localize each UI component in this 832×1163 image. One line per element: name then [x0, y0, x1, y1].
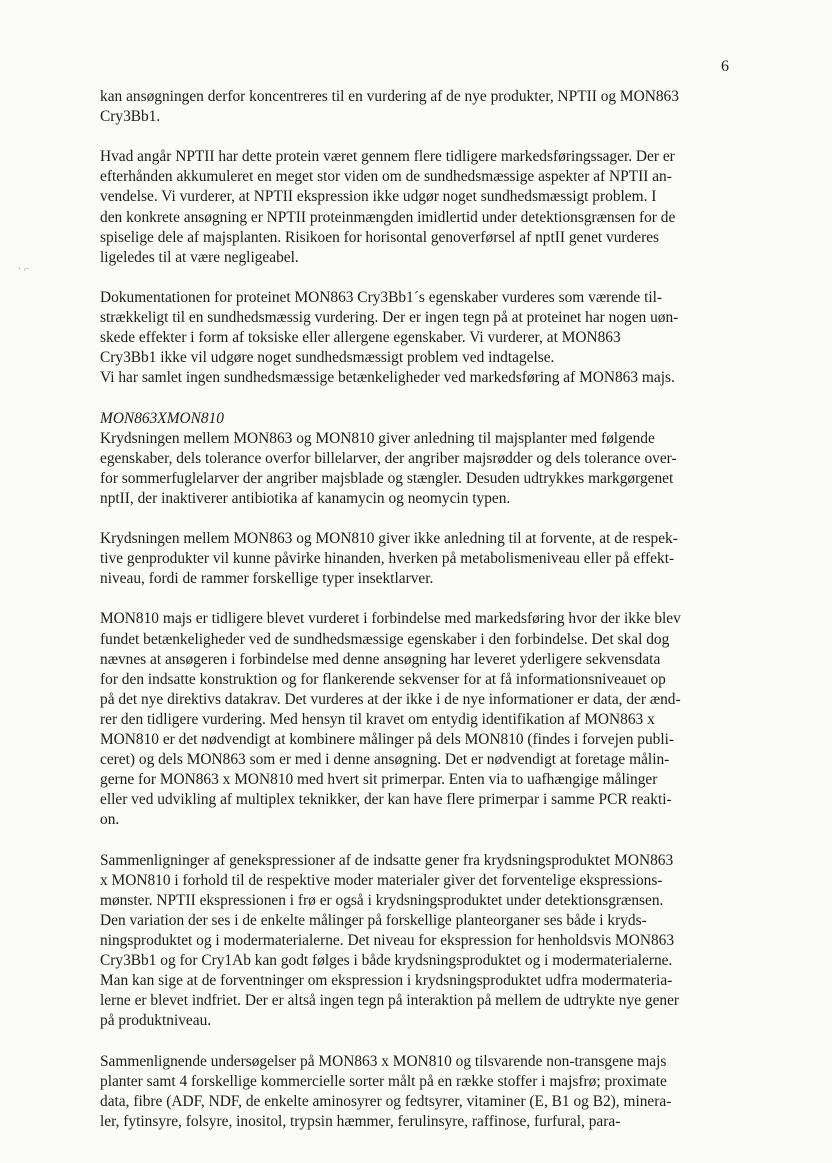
text-line: fundet betænkeligheder ved de sundhedsmæssige egenskaber i den forbindelse. Det skal dog	[100, 630, 670, 648]
document-body	[100, 87, 736, 1152]
text-line: på produktniveau.	[100, 1012, 212, 1030]
text-line: niveau, fordi de rammer forskellige typer insektlarver.	[100, 570, 434, 588]
text-line: spiselige dele af majsplanten. Risikoen for horisontal genoverførsel af nptII genet vurderes	[100, 228, 660, 246]
text-line: efterhånden akkumuleret en meget stor viden om de sundhedsmæssige aspekter af NPTII an-	[100, 168, 672, 186]
text-line: Cry3Bb1 ikke vil udgøre noget sundhedsmæssigt problem ved indtagelse.	[100, 349, 555, 367]
paragraph-4	[100, 409, 736, 509]
text-line: ler, fytinsyre, folsyre, inositol, trypsin hæmmer, ferulinsyre, raffinose, furfural, para-	[100, 1112, 621, 1130]
paragraph-8	[100, 1052, 736, 1132]
text-line: for den indsatte konstruktion og for flankerende sekvenser for at få informationsniveauet op	[100, 670, 666, 688]
text-line: Den variation der ses i de enkelte målinger på forskellige planteorganer ses både i kryds-	[100, 911, 647, 929]
text-line: data, fibre (ADF, NDF, de enkelte aminosyrer og fedtsyrer, vitaminer (E, B1 og B2), minera-	[100, 1092, 672, 1110]
text-line: MON810 majs er tidligere blevet vurderet i forbindelse med markedsføring hvor der ikke blev	[100, 610, 681, 628]
text-line: strækkeligt til en sundhedsmæssig vurdering. Der er ingen tegn på at proteinet har nogen uøn-	[100, 309, 679, 327]
text-line: Cry3Bb1.	[100, 108, 161, 126]
text-line: on.	[100, 811, 120, 829]
text-line: lerne er blevet indfriet. Der er altså ingen tegn på interaktion på mellem de udtrykte nye gener	[100, 992, 680, 1010]
text-line: egenskaber, dels tolerance overfor billelarver, der angriber majsrødder og dels tolerance over-	[100, 449, 677, 467]
text-line: Cry3Bb1 og for Cry1Ab kan godt følges i både krydsningsproduktet og i modermaterialerne.	[100, 952, 673, 970]
text-line: mønster. NPTII ekspressionen i frø er også i krydsningsproduktet under detektionsgrænsen.	[100, 891, 664, 909]
text-line: Dokumentationen for proteinet MON863 Cry3Bb1´s egenskaber vurderes som værende til-	[100, 288, 663, 306]
section-heading: MON863XMON810	[100, 409, 224, 427]
text-line: kan ansøgningen derfor koncentreres til en vurdering af de nye produkter, NPTII og MON863	[100, 88, 679, 105]
text-line: den konkrete ansøgning er NPTII proteinmængden imidlertid under detektionsgrænsen for de	[100, 208, 676, 226]
paragraph-1	[100, 87, 736, 127]
text-line: på det nye direktivs datakrav. Det vurderes at der ikke i de nye informationer er data, der ænd-	[100, 690, 681, 708]
text-line: Sammenlignende undersøgelser på MON863 x MON810 og tilsvarende non-transgene majs	[100, 1052, 667, 1070]
text-line: Vi har samlet ingen sundhedsmæssige betænkeligheder ved markedsføring af MON863 majs.	[100, 369, 675, 387]
text-line: eller ved udvikling af multiplex teknikker, der kan have flere primerpar i samme PCR reakti-	[100, 791, 672, 809]
text-line: Krydsningen mellem MON863 og MON810 giver ikke anledning til at forvente, at de respek-	[100, 530, 678, 548]
paragraph-3	[100, 288, 736, 388]
text-line: ligeledes til at være negligeabel.	[100, 248, 299, 266]
paragraph-6	[100, 609, 736, 830]
text-line: Krydsningen mellem MON863 og MON810 giver anledning til majsplanter med følgende	[100, 429, 655, 447]
text-line: for sommerfuglelarver der angriber majsblade og stængler. Desuden udtrykkes markgørgenet	[100, 469, 674, 487]
text-line: vendelse. Vi vurderer, at NPTII ekspression ikke udgør noget sundhedsmæssigt problem. I	[100, 188, 657, 206]
page-number: 6	[721, 58, 729, 75]
text-line: tive genprodukter vil kunne påvirke hinanden, hverken på metabolismeniveau eller på effekt-	[100, 550, 675, 568]
paragraph-5	[100, 529, 736, 589]
text-line: x MON810 i forhold til de respektive moder materialer giver det forventelige ekspressions-	[100, 871, 663, 889]
text-line: MON810 er det nødvendigt at kombinere målinger på dels MON810 (findes i forvejen publi-	[100, 731, 675, 748]
text-line: nævnes at ansøgeren i forbindelse med denne ansøgning har leveret yderligere sekvensdata	[100, 650, 661, 668]
paragraph-2	[100, 147, 736, 268]
paragraph-7	[100, 851, 736, 1032]
text-line: Sammenligninger af genekspressioner af de indsatte gener fra krydsningsproduktet MON863	[100, 851, 674, 869]
text-line: Hvad angår NPTII har dette protein været gennem flere tidligere markedsføringssager. Der er	[100, 148, 675, 166]
text-line: Man kan sige at de forventninger om ekspression i krydsningsproduktet udfra modermateria-	[100, 972, 673, 990]
text-line: nptII, der inaktiverer antibiotika af kanamycin og neomycin typen.	[100, 489, 511, 507]
text-line: gerne for MON863 x MON810 med hvert sit primerpar. Enten via to uafhængige målinger	[100, 771, 658, 789]
text-line: ceret) og dels MON863 som er med i denne ansøgning. Det er nødvendigt at foretage målin-	[100, 751, 670, 769]
text-line: ningsproduktet og i modermaterialerne. Det niveau for ekspression for henholdsvis MON863	[100, 931, 675, 949]
text-line: planter samt 4 forskellige kommercielle sorter målt på en række stoffer i majsfrø; proximate	[100, 1072, 667, 1090]
text-line: skede effekter i form af toksiske eller allergene egenskaber. Vi vurderer, at MON863	[100, 329, 621, 347]
text-line: rer den tidligere vurdering. Med hensyn til kravet om entydig identifikation af MON863 x	[100, 710, 655, 728]
margin-mark: · ⌐	[18, 264, 30, 275]
